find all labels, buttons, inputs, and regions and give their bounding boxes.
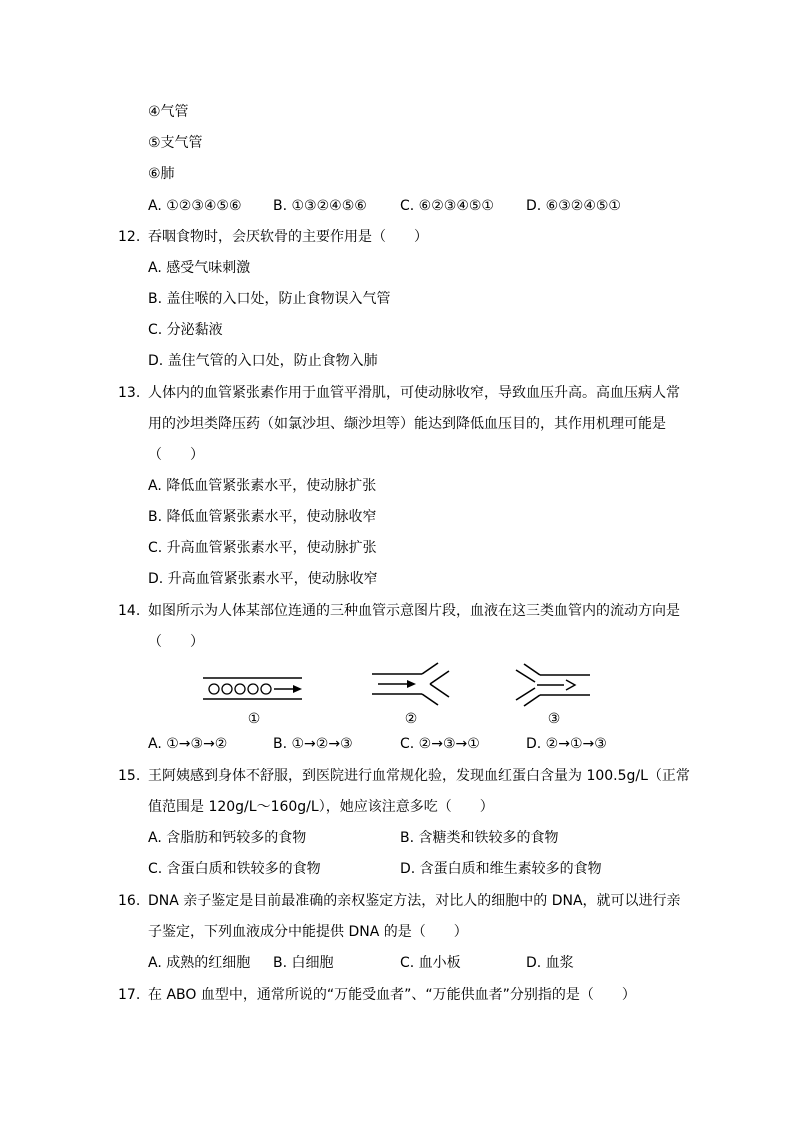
q16-option-d[interactable]: D. 血浆 bbox=[526, 955, 574, 971]
vessel-2-branching bbox=[372, 663, 449, 705]
q16-stem-line2: 子鉴定，下列血液成分中能提供 DNA 的是（ ） bbox=[148, 924, 468, 940]
q15-option-d[interactable]: D. 含蛋白质和维生素较多的食物 bbox=[400, 861, 602, 877]
q16-stem-line1: DNA 亲子鉴定是目前最准确的亲权鉴定方法，对比人的细胞中的 DNA，就可以进行亲 bbox=[148, 893, 681, 909]
q14-option-d[interactable]: D. ②→①→③ bbox=[526, 736, 607, 752]
q13-option-d[interactable]: D. 升高血管紧张素水平，使动脉收窄 bbox=[148, 571, 378, 587]
figure-label-2: ② bbox=[404, 711, 418, 727]
vessel-3-converging bbox=[516, 664, 590, 706]
q12-option-c[interactable]: C. 分泌黏液 bbox=[148, 322, 223, 338]
q11-option-c[interactable]: C. ⑥②③④⑤① bbox=[400, 198, 494, 214]
q11-item-bronchus: ⑤支气管 bbox=[148, 135, 203, 151]
q13-stem-line1: 人体内的血管紧张素作用于血管平滑肌，可使动脉收窄，导致血压升高。高血压病人常 bbox=[148, 385, 680, 401]
q12-number: 12. bbox=[118, 229, 141, 245]
q16-option-b[interactable]: B. 白细胞 bbox=[273, 955, 334, 971]
q13-stem-line3: （ ） bbox=[148, 447, 204, 463]
q12-stem: 吞咽食物时，会厌软骨的主要作用是（ ） bbox=[148, 229, 428, 245]
q14-option-c[interactable]: C. ②→③→① bbox=[400, 736, 480, 752]
q11-option-a[interactable]: A. ①②③④⑤⑥ bbox=[148, 198, 242, 214]
q12-option-b[interactable]: B. 盖住喉的入口处，防止食物误入气管 bbox=[148, 291, 391, 307]
q17-stem: 在 ABO 血型中，通常所说的“万能受血者”、“万能供血者”分别指的是（ ） bbox=[148, 987, 636, 1003]
vessel-1-capillary bbox=[203, 678, 302, 699]
q12-option-a[interactable]: A. 感受气味刺激 bbox=[148, 260, 251, 276]
q14-option-b[interactable]: B. ①→②→③ bbox=[273, 736, 353, 752]
figure-label-1: ① bbox=[247, 711, 261, 727]
q16-option-a[interactable]: A. 成熟的红细胞 bbox=[148, 955, 251, 971]
q11-option-d[interactable]: D. ⑥③②④⑤① bbox=[526, 198, 621, 214]
q16-option-c[interactable]: C. 血小板 bbox=[400, 955, 461, 971]
q15-option-b[interactable]: B. 含糖类和铁较多的食物 bbox=[400, 830, 559, 846]
q13-option-a[interactable]: A. 降低血管紧张素水平，使动脉扩张 bbox=[148, 478, 377, 494]
q16-number: 16. bbox=[118, 893, 141, 909]
q11-item-lung: ⑥肺 bbox=[148, 166, 175, 182]
q15-stem-line2: 值范围是 120g/L～160g/L），她应该注意多吃（ ） bbox=[148, 799, 494, 815]
q11-option-b[interactable]: B. ①③②④⑤⑥ bbox=[273, 198, 367, 214]
q11-item-trachea: ④气管 bbox=[148, 104, 189, 120]
q15-option-a[interactable]: A. 含脂肪和钙较多的食物 bbox=[148, 830, 307, 846]
q14-option-a[interactable]: A. ①→③→② bbox=[148, 736, 228, 752]
blood-vessel-figure bbox=[0, 660, 794, 730]
q14-number: 14. bbox=[118, 603, 141, 619]
q17-number: 17. bbox=[118, 987, 141, 1003]
q13-option-b[interactable]: B. 降低血管紧张素水平，使动脉收窄 bbox=[148, 509, 377, 525]
q14-stem-line1: 如图所示为人体某部位连通的三种血管示意图片段，血液在这三类血管内的流动方向是 bbox=[148, 603, 680, 619]
q15-stem-line1: 王阿姨感到身体不舒服，到医院进行血常规化验，发现血红蛋白含量为 100.5g/L（正常 bbox=[148, 768, 690, 784]
q13-stem-line2: 用的沙坦类降压药（如氯沙坦、缬沙坦等）能达到降低血压目的，其作用机理可能是 bbox=[148, 416, 666, 432]
q14-stem-line2: （ ） bbox=[148, 634, 204, 650]
q15-number: 15. bbox=[118, 768, 141, 784]
figure-label-3: ③ bbox=[547, 711, 561, 727]
q13-option-c[interactable]: C. 升高血管紧张素水平，使动脉扩张 bbox=[148, 540, 377, 556]
q15-option-c[interactable]: C. 含蛋白质和铁较多的食物 bbox=[148, 861, 321, 877]
q12-option-d[interactable]: D. 盖住气管的入口处，防止食物入肺 bbox=[148, 353, 378, 369]
q13-number: 13. bbox=[118, 385, 141, 401]
